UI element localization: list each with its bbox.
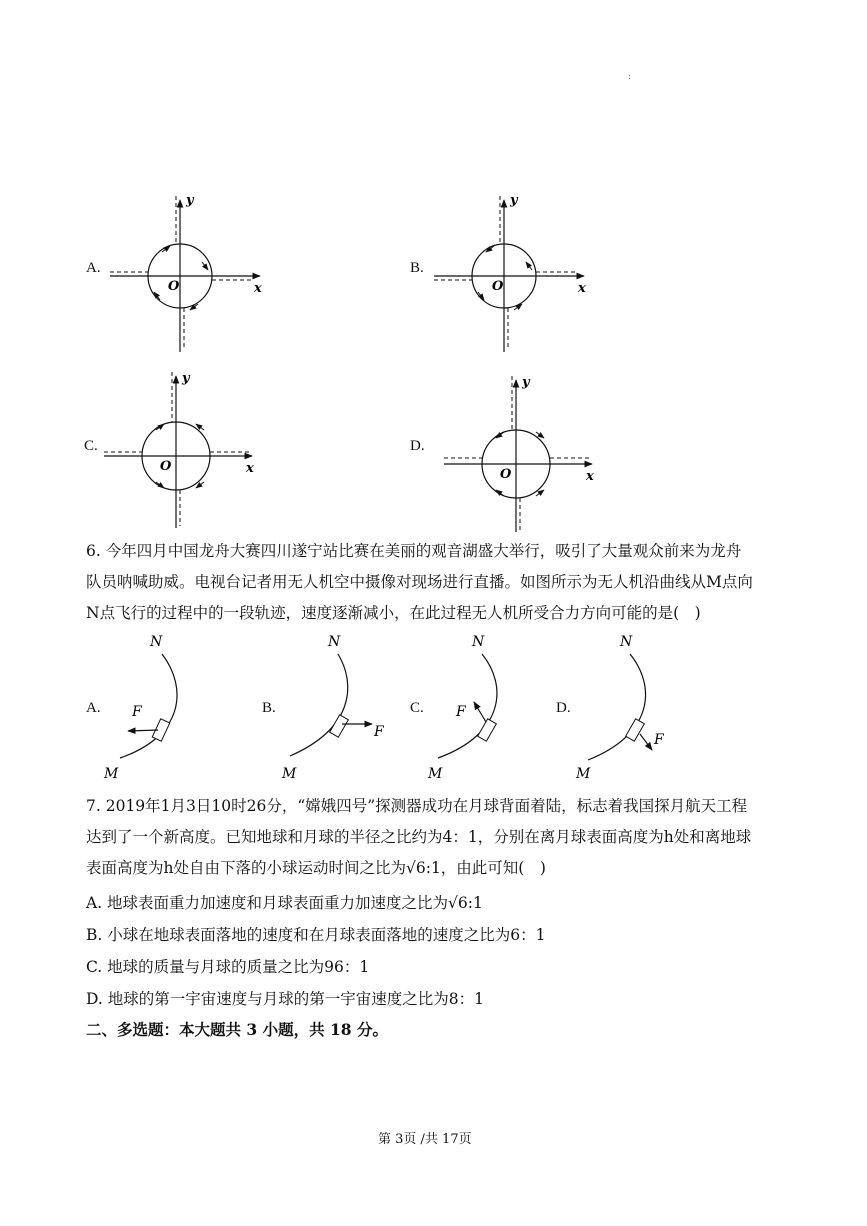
q6-line-1: 6. 今年四月中国龙舟大赛四川遂宁站比赛在美丽的观音湖盛大举行，吸引了大量观众前来为龙舟 [86, 542, 742, 560]
x-axis-label: x [578, 281, 586, 296]
origin-label: O [168, 279, 180, 294]
q5-diagram-c [100, 368, 260, 528]
y-axis-label: y [186, 193, 194, 208]
point-m: M [576, 766, 591, 782]
y-axis-label: y [522, 375, 530, 390]
q6-diagram-c [424, 628, 534, 788]
force-label: F [132, 704, 142, 720]
q7-option-a: A. 地球表面重力加速度和月球表面重力加速度之比为√6:1 [86, 894, 483, 912]
q6-diagram-d [572, 628, 682, 788]
q5-option-b-label: B. [410, 260, 424, 276]
q7-line-1: 7. 2019年1月3日10时26分，“嫦娥四号”探测器成功在月球背面着陆，标志着我国探月航天工程 [86, 797, 748, 815]
point-n: N [620, 634, 633, 650]
point-n: N [150, 634, 163, 650]
q6-option-c-label: C. [410, 700, 424, 716]
corner-mark: : [628, 72, 632, 82]
origin-label: O [500, 467, 512, 482]
q6-line-3: N点飞行的过程中的一段轨迹，速度逐渐减小，在此过程无人机所受合力方向可能的是( ) [86, 604, 701, 622]
y-axis-label: y [510, 193, 518, 208]
q5-diagram-a [104, 192, 264, 352]
q6-option-b-label: B. [262, 700, 276, 716]
origin-label: O [492, 279, 504, 294]
page-footer: 第 3页 /共 17页 [378, 1132, 472, 1147]
q5-diagram-b [428, 192, 588, 352]
x-axis-label: x [254, 281, 262, 296]
point-m: M [282, 766, 297, 782]
section-2-title: 二、多选题：本大题共 3 小题，共 18 分。 [86, 1020, 388, 1039]
point-n: N [472, 634, 485, 650]
q7-option-c: C. 地球的质量与月球的质量之比为96：1 [86, 958, 370, 976]
q6-option-d-label: D. [556, 700, 571, 716]
force-label: F [374, 724, 384, 740]
origin-label: O [160, 459, 172, 474]
q7-line-2: 达到了一个新高度。已知地球和月球的半径之比约为4：1，分别在离月球表面高度为h处和离地球 [86, 828, 752, 846]
q6-option-a-label: A. [86, 700, 101, 716]
point-n: N [328, 634, 341, 650]
q7-option-d: D. 地球的第一宇宙速度与月球的第一宇宙速度之比为8：1 [86, 990, 484, 1008]
q6-line-2: 队员呐喊助威。电视台记者用无人机空中摄像对现场进行直播。如图所示为无人机沿曲线从M点向 [86, 573, 753, 591]
point-m: M [428, 766, 443, 782]
point-m: M [104, 766, 119, 782]
q6-diagram-a [100, 628, 210, 788]
q7-option-b: B. 小球在地球表面落地的速度和在月球表面落地的速度之比为6：1 [86, 926, 546, 944]
q7-line-3: 表面高度为h处自由下落的小球运动时间之比为√6:1，由此可知( ) [86, 859, 546, 877]
q5-option-a-label: A. [86, 260, 101, 276]
q5-diagram-d [440, 372, 600, 532]
force-label: F [456, 704, 466, 720]
q5-option-c-label: C. [84, 438, 98, 454]
q6-diagram-b [278, 628, 398, 788]
x-axis-label: x [586, 469, 594, 484]
y-axis-label: y [182, 371, 190, 386]
x-axis-label: x [246, 461, 254, 476]
force-label: F [654, 732, 664, 748]
q5-option-d-label: D. [410, 438, 425, 454]
